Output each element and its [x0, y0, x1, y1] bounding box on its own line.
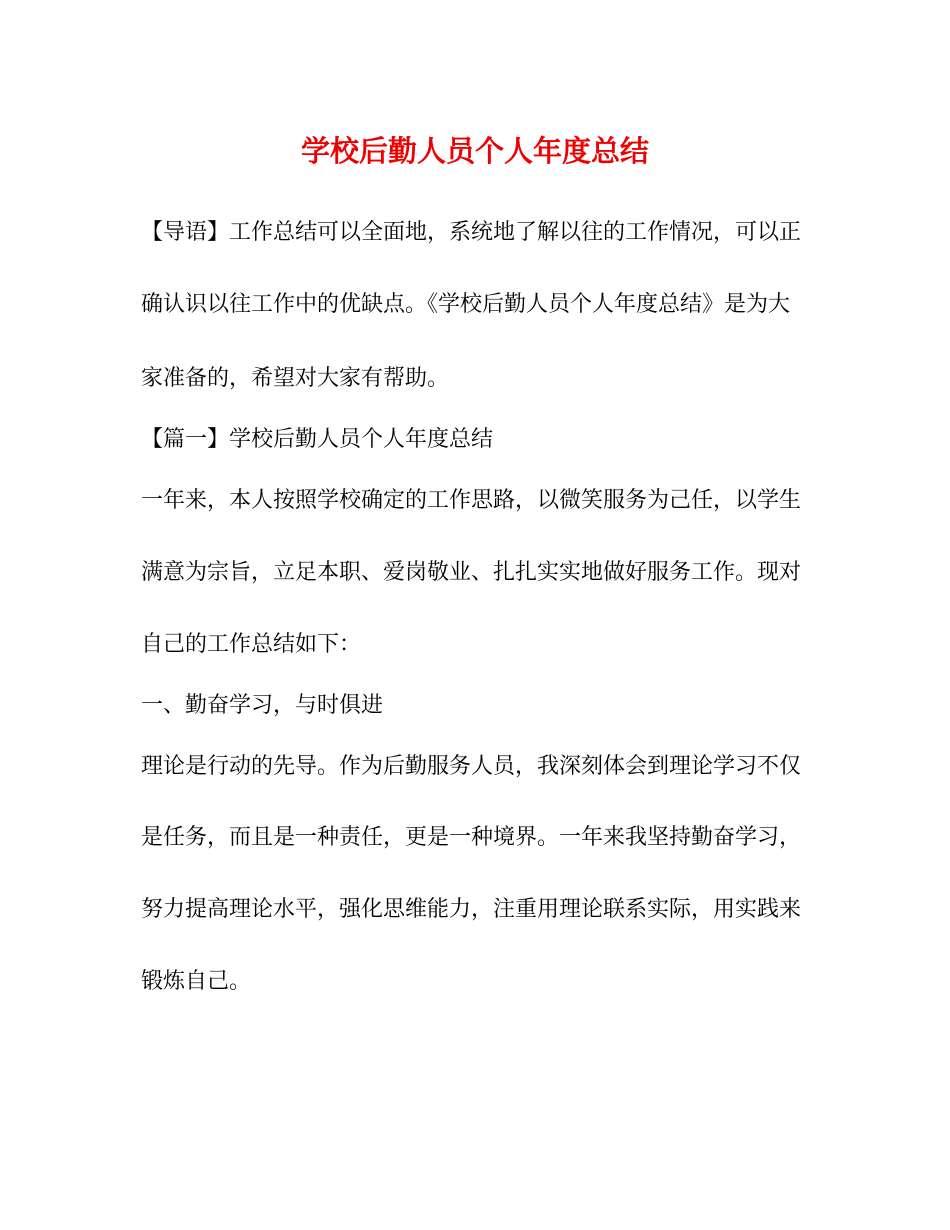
- body-line-4: 理论是行动的先导。作为后勤服务人员，我深刻体会到理论学习不仅: [141, 754, 802, 779]
- document-title: 学校后勤人员个人年度总结: [300, 134, 649, 168]
- body-line-1: 一年来，本人按照学校确定的工作思路，以微笑服务为己任，以学生: [141, 488, 802, 513]
- body-line-3: 自己的工作总结如下：: [141, 632, 362, 657]
- body-line-5: 是任务，而且是一种责任，更是一种境界。一年来我坚持勤奋学习，: [141, 825, 802, 850]
- intro-line-2: 确认识以往工作中的优缺点。《学校后勤人员个人年度总结》是为大: [141, 292, 791, 317]
- intro-line-1: 【导语】工作总结可以全面地，系统地了解以往的工作情况，可以正: [141, 220, 802, 245]
- section-heading: 【篇一】学校后勤人员个人年度总结: [141, 427, 494, 452]
- intro-line-3: 家准备的，希望对大家有帮助。: [141, 366, 450, 391]
- body-line-7: 锻炼自己。: [141, 969, 252, 994]
- body-line-6: 努力提高理论水平，强化思维能力，注重用理论联系实际，用实践来: [141, 897, 802, 922]
- subsection-heading: 一、勤奋学习，与时俱进: [141, 693, 384, 718]
- body-line-2: 满意为宗旨，立足本职、爱岗敬业、扎扎实实地做好服务工作。现对: [141, 560, 802, 585]
